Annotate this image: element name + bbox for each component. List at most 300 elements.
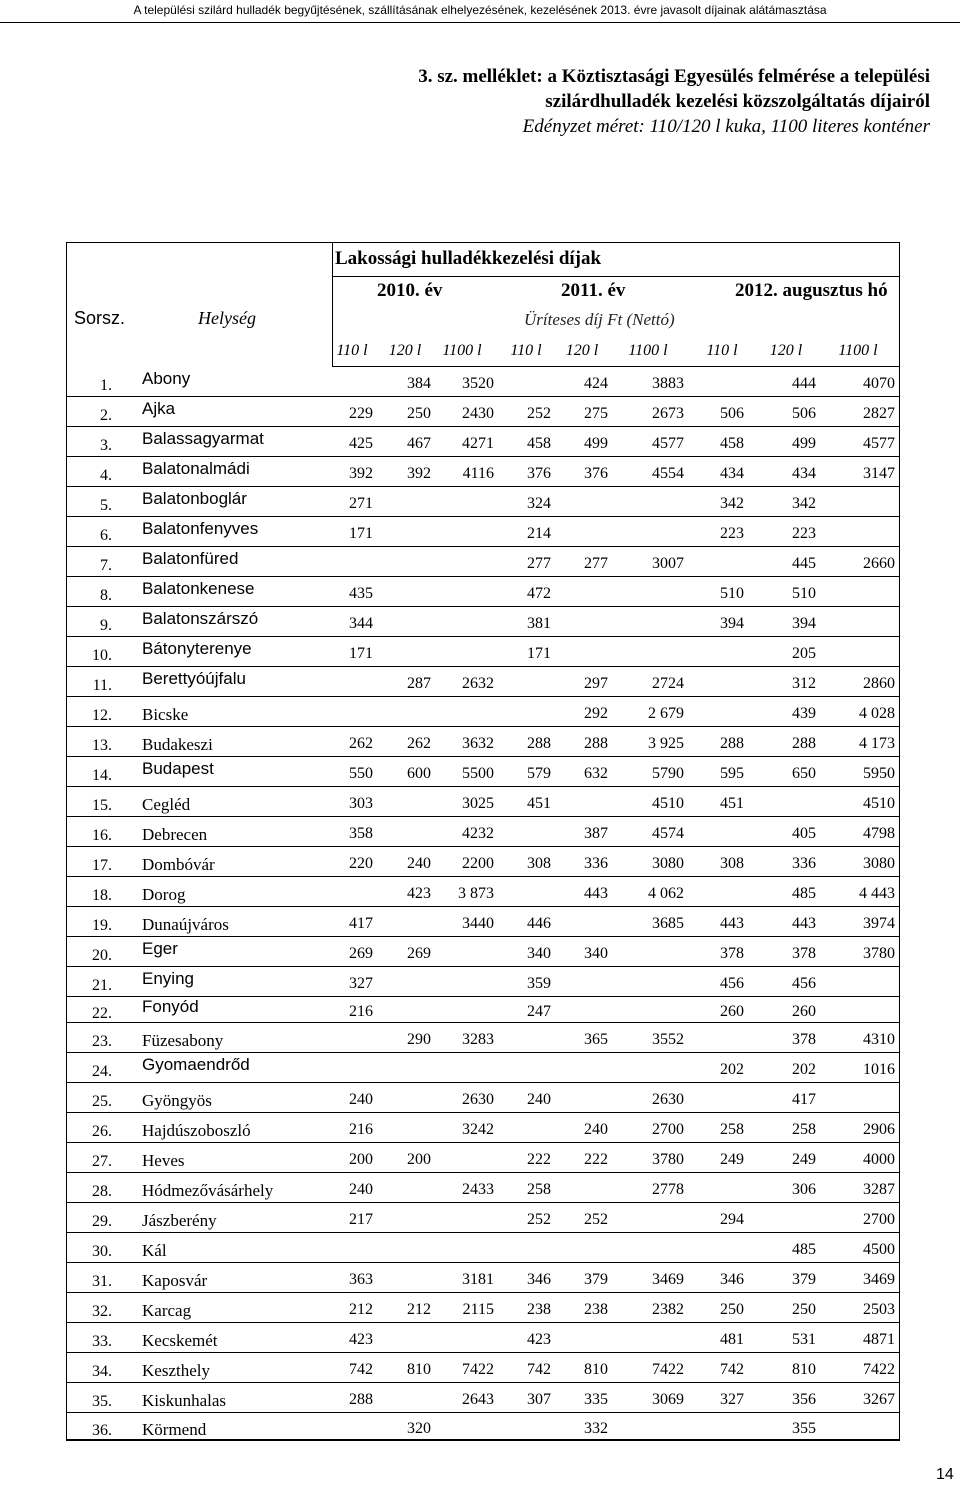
- fee-cell: 4271: [462, 435, 494, 452]
- fee-cell: 294: [720, 1211, 744, 1228]
- column-subheader: 120 l: [565, 342, 599, 359]
- fee-cell: 327: [720, 1391, 744, 1408]
- fee-cell: 2673: [652, 405, 684, 422]
- fee-cell: 288: [349, 1391, 373, 1408]
- fee-cell: 2630: [462, 1091, 494, 1108]
- place-name: Berettyóújfalu: [142, 669, 246, 688]
- fee-cell: 4577: [863, 435, 895, 452]
- fee-cell: 742: [527, 1361, 551, 1378]
- fee-cell: 288: [720, 735, 744, 752]
- place-name: Hajdúszoboszló: [142, 1121, 251, 1140]
- fee-cell: 4116: [462, 465, 494, 482]
- place-name: Balassagyarmat: [142, 429, 264, 448]
- place-name: Eger: [142, 939, 178, 958]
- place-name: Füzesabony: [142, 1031, 224, 1050]
- fee-cell: 200: [407, 1151, 431, 1168]
- fee-cell: 324: [527, 495, 551, 512]
- fee-cell: 320: [407, 1420, 431, 1437]
- fee-cell: 4 062: [648, 885, 684, 902]
- year-header: 2012. augusztus hó: [735, 280, 888, 301]
- row-number: 2.: [100, 407, 112, 424]
- row-rule: [66, 456, 900, 457]
- fee-cell: 214: [527, 525, 551, 542]
- fee-cell: 238: [527, 1301, 551, 1318]
- fee-cell: 290: [407, 1031, 431, 1048]
- row-rule: [66, 1052, 900, 1053]
- place-name: Dombóvár: [142, 855, 215, 874]
- fee-cell: 288: [584, 735, 608, 752]
- fee-cell: 212: [407, 1301, 431, 1318]
- fee-cell: 288: [527, 735, 551, 752]
- row-rule: [66, 1232, 900, 1233]
- row-number: 4.: [100, 467, 112, 484]
- fee-cell: 307: [527, 1391, 551, 1408]
- fee-cell: 2700: [652, 1121, 684, 1138]
- fee-cell: 579: [527, 765, 551, 782]
- fee-cell: 223: [720, 525, 744, 542]
- fee-cell: 303: [349, 795, 373, 812]
- fee-cell: 2503: [863, 1301, 895, 1318]
- helyseg-header: Helység: [198, 308, 256, 328]
- row-number: 36.: [92, 1422, 112, 1439]
- fee-cell: 363: [349, 1271, 373, 1288]
- row-rule: [66, 1292, 900, 1293]
- fee-cell: 499: [792, 435, 816, 452]
- fee-cell: 269: [349, 945, 373, 962]
- row-rule: [66, 756, 900, 757]
- row-rule: [66, 606, 900, 607]
- row-number: 15.: [92, 797, 112, 814]
- fee-cell: 444: [792, 375, 816, 392]
- fee-cell: 458: [527, 435, 551, 452]
- place-name: Kiskunhalas: [142, 1391, 227, 1410]
- fee-cell: 3632: [462, 735, 494, 752]
- fee-cell: 381: [527, 615, 551, 632]
- row-rule: [66, 906, 900, 907]
- place-name: Cegléd: [142, 795, 191, 814]
- fee-cell: 3147: [863, 465, 895, 482]
- row-rule: [66, 696, 900, 697]
- fee-cell: 423: [527, 1331, 551, 1348]
- fee-cell: 434: [720, 465, 744, 482]
- fee-cell: 359: [527, 975, 551, 992]
- fee-cell: 346: [720, 1271, 744, 1288]
- row-number: 12.: [92, 707, 112, 724]
- row-number: 9.: [100, 617, 112, 634]
- row-number: 26.: [92, 1123, 112, 1140]
- fee-cell: 392: [407, 465, 431, 482]
- row-rule: [66, 936, 900, 937]
- fee-cell: 2660: [863, 555, 895, 572]
- row-number: 18.: [92, 887, 112, 904]
- fee-cell: 220: [349, 855, 373, 872]
- column-subheader: 110 l: [706, 342, 738, 359]
- place-name: Bicske: [142, 705, 189, 724]
- fee-cell: 595: [720, 765, 744, 782]
- row-rule: [66, 786, 900, 787]
- fee-cell: 308: [720, 855, 744, 872]
- fee-cell: 171: [349, 525, 373, 542]
- fee-cell: 379: [584, 1271, 608, 1288]
- title-line-2: szilárdhulladék kezelési közszolgáltatás díjairól: [545, 91, 930, 112]
- fee-cell: 240: [407, 855, 431, 872]
- fee-cell: 4554: [652, 465, 684, 482]
- fee-cell: 405: [792, 825, 816, 842]
- row-rule: [66, 486, 900, 487]
- fee-cell: 3007: [652, 555, 684, 572]
- fee-cell: 423: [349, 1331, 373, 1348]
- fee-cell: 3242: [462, 1121, 494, 1138]
- sorsz-header: Sorsz.: [74, 308, 126, 328]
- place-name: Ajka: [142, 399, 176, 418]
- fee-cell: 445: [792, 555, 816, 572]
- fee-cell: 258: [720, 1121, 744, 1138]
- row-rule: [66, 1322, 900, 1323]
- fee-cell: 365: [584, 1031, 608, 1048]
- title-line-3: Edényzet méret: 110/120 l kuka, 1100 literes konténer: [522, 116, 930, 137]
- place-name: Körmend: [142, 1420, 207, 1439]
- column-subheader: 1100 l: [838, 342, 878, 359]
- fee-cell: 217: [349, 1211, 373, 1228]
- fee-cell: 3883: [652, 375, 684, 392]
- title-block: [230, 64, 930, 139]
- place-name: Budakeszi: [142, 735, 213, 754]
- fee-cell: 3780: [863, 945, 895, 962]
- fee-cell: 423: [407, 885, 431, 902]
- fee-cell: 358: [349, 825, 373, 842]
- fee-cell: 742: [720, 1361, 744, 1378]
- fee-cell: 506: [720, 405, 744, 422]
- fee-cell: 510: [792, 585, 816, 602]
- fee-cell: 340: [584, 945, 608, 962]
- fee-cell: 485: [792, 885, 816, 902]
- row-number: 35.: [92, 1393, 112, 1410]
- fee-cell: 481: [720, 1331, 744, 1348]
- fee-cell: 379: [792, 1271, 816, 1288]
- fee-cell: 4577: [652, 435, 684, 452]
- table-rule: [332, 366, 900, 367]
- fee-cell: 269: [407, 945, 431, 962]
- fee-cell: 288: [792, 735, 816, 752]
- fee-cell: 5500: [462, 765, 494, 782]
- place-name: Jászberény: [142, 1211, 217, 1230]
- fee-cell: 332: [584, 1420, 608, 1437]
- row-number: 24.: [92, 1063, 112, 1080]
- fee-cell: 472: [527, 585, 551, 602]
- fee-cell: 499: [584, 435, 608, 452]
- row-rule: [66, 816, 900, 817]
- fee-cell: 384: [407, 375, 431, 392]
- year-header: 2010. év: [377, 280, 443, 301]
- fee-cell: 742: [349, 1361, 373, 1378]
- row-number: 30.: [92, 1243, 112, 1260]
- fee-cell: 202: [720, 1061, 744, 1078]
- fee-cell: 632: [584, 765, 608, 782]
- fee-cell: 5790: [652, 765, 684, 782]
- fee-cell: 456: [792, 975, 816, 992]
- place-name: Debrecen: [142, 825, 208, 844]
- fee-cell: 417: [349, 915, 373, 932]
- row-number: 33.: [92, 1333, 112, 1350]
- fee-cell: 4510: [652, 795, 684, 812]
- row-number: 1.: [100, 377, 112, 394]
- row-rule: [66, 426, 900, 427]
- fee-cell: 275: [584, 405, 608, 422]
- fee-cell: 342: [792, 495, 816, 512]
- column-subheader: 110 l: [336, 342, 368, 359]
- fee-cell: 202: [792, 1061, 816, 1078]
- row-rule: [66, 846, 900, 847]
- fee-cell: 258: [792, 1121, 816, 1138]
- fee-cell: 3469: [652, 1271, 684, 1288]
- fee-cell: 346: [527, 1271, 551, 1288]
- place-name: Balatonboglár: [142, 489, 247, 508]
- fee-cell: 249: [792, 1151, 816, 1168]
- fee-cell: 4232: [462, 825, 494, 842]
- fee-cell: 2724: [652, 675, 684, 692]
- fee-cell: 297: [584, 675, 608, 692]
- fee-cell: 262: [407, 735, 431, 752]
- column-subheader: 1100 l: [628, 342, 668, 359]
- row-rule: [66, 966, 900, 967]
- fee-cell: 2632: [462, 675, 494, 692]
- fee-cell: 3974: [863, 915, 895, 932]
- fee-cell: 424: [584, 375, 608, 392]
- fee-cell: 394: [720, 615, 744, 632]
- row-number: 32.: [92, 1303, 112, 1320]
- row-rule: [66, 1382, 900, 1383]
- row-number: 16.: [92, 827, 112, 844]
- fee-cell: 4 443: [859, 885, 895, 902]
- fee-cell: 417: [792, 1091, 816, 1108]
- place-name: Hódmezővásárhely: [142, 1181, 274, 1200]
- fee-cell: 4070: [863, 375, 895, 392]
- fee-cell: 247: [527, 1003, 551, 1020]
- row-number: 29.: [92, 1213, 112, 1230]
- fee-cell: 810: [792, 1361, 816, 1378]
- fee-cell: 249: [720, 1151, 744, 1168]
- fee-cell: 3069: [652, 1391, 684, 1408]
- running-header: A települési szilárd hulladék begyűjtésének, szállításának elhelyezésének, kezelésének 2013. évre javasolt díjainak alátámasztása: [0, 0, 960, 23]
- fee-cell: 260: [792, 1003, 816, 1020]
- fee-cell: 3283: [462, 1031, 494, 1048]
- fee-cell: 439: [792, 705, 816, 722]
- place-name: Dorog: [142, 885, 186, 904]
- fee-cell: 250: [720, 1301, 744, 1318]
- row-number: 17.: [92, 857, 112, 874]
- fee-cell: 222: [584, 1151, 608, 1168]
- year-header: 2011. év: [561, 280, 626, 301]
- fee-cell: 2382: [652, 1301, 684, 1318]
- row-number: 5.: [100, 497, 112, 514]
- column-subheader: 120 l: [388, 342, 422, 359]
- fee-cell: 250: [407, 405, 431, 422]
- fee-cell: 378: [792, 1031, 816, 1048]
- row-rule: [66, 1082, 900, 1083]
- fee-cell: 344: [349, 615, 373, 632]
- fee-type-header: Üríteses díj Ft (Nettó): [524, 310, 675, 329]
- row-rule: [66, 1142, 900, 1143]
- fee-cell: 7422: [462, 1361, 494, 1378]
- fee-cell: 378: [720, 945, 744, 962]
- fee-cell: 222: [527, 1151, 551, 1168]
- row-number: 27.: [92, 1153, 112, 1170]
- fee-cell: 2700: [863, 1211, 895, 1228]
- fee-cell: 3 873: [458, 885, 494, 902]
- fee-cell: 336: [584, 855, 608, 872]
- fee-cell: 4574: [652, 825, 684, 842]
- row-rule: [66, 396, 900, 397]
- row-number: 21.: [92, 977, 112, 994]
- fee-cell: 2778: [652, 1181, 684, 1198]
- fee-cell: 336: [792, 855, 816, 872]
- place-name: Enying: [142, 969, 194, 988]
- fee-cell: 1016: [863, 1061, 895, 1078]
- fee-cell: 5950: [863, 765, 895, 782]
- fee-cell: 600: [407, 765, 431, 782]
- row-rule: [66, 726, 900, 727]
- place-name: Budapest: [142, 759, 214, 778]
- row-number: 31.: [92, 1273, 112, 1290]
- fee-cell: 252: [527, 405, 551, 422]
- fee-cell: 342: [720, 495, 744, 512]
- fee-cell: 2860: [863, 675, 895, 692]
- row-number: 28.: [92, 1183, 112, 1200]
- fee-cell: 212: [349, 1301, 373, 1318]
- fee-cell: 3440: [462, 915, 494, 932]
- row-number: 25.: [92, 1093, 112, 1110]
- row-number: 22.: [92, 1005, 112, 1022]
- fee-cell: 3080: [652, 855, 684, 872]
- fee-cell: 2906: [863, 1121, 895, 1138]
- row-number: 19.: [92, 917, 112, 934]
- row-number: 6.: [100, 527, 112, 544]
- fee-cell: 216: [349, 1121, 373, 1138]
- place-name: Abony: [142, 369, 191, 388]
- fee-cell: 252: [527, 1211, 551, 1228]
- main-header: Lakossági hulladékkezelési díjak: [335, 248, 602, 269]
- fee-cell: 240: [349, 1181, 373, 1198]
- column-subheader: 1100 l: [442, 342, 482, 359]
- place-name: Balatonkenese: [142, 579, 255, 598]
- fee-cell: 271: [349, 495, 373, 512]
- row-number: 11.: [92, 677, 112, 694]
- fee-cell: 3267: [863, 1391, 895, 1408]
- row-rule: [66, 1440, 900, 1441]
- fee-cell: 810: [584, 1361, 608, 1378]
- fee-cell: 443: [720, 915, 744, 932]
- place-name: Heves: [142, 1151, 185, 1170]
- fee-cell: 327: [349, 975, 373, 992]
- place-name: Kál: [142, 1241, 167, 1260]
- fee-cell: 4510: [863, 795, 895, 812]
- row-number: 10.: [92, 647, 112, 664]
- row-rule: [66, 636, 900, 637]
- place-name: Kaposvár: [142, 1271, 208, 1290]
- title-line-1: 3. sz. melléklet: a Köztisztasági Egyesülés felmérése a települési: [418, 66, 930, 87]
- row-number: 8.: [100, 587, 112, 604]
- fee-cell: 229: [349, 405, 373, 422]
- fee-cell: 451: [720, 795, 744, 812]
- fee-cell: 4798: [863, 825, 895, 842]
- row-rule: [66, 546, 900, 547]
- fee-cell: 451: [527, 795, 551, 812]
- fee-cell: 277: [584, 555, 608, 572]
- place-name: Dunaújváros: [142, 915, 229, 934]
- column-subheader: 120 l: [769, 342, 803, 359]
- row-rule: [66, 1352, 900, 1353]
- fee-cell: 2115: [462, 1301, 494, 1318]
- place-name: Balatonszárszó: [142, 609, 259, 628]
- fee-cell: 531: [792, 1331, 816, 1348]
- fee-cell: 378: [792, 945, 816, 962]
- fee-cell: 3 925: [648, 735, 684, 752]
- fee-cell: 3552: [652, 1031, 684, 1048]
- place-name: Gyomaendrőd: [142, 1055, 250, 1074]
- fee-cell: 394: [792, 615, 816, 632]
- fee-cell: 3025: [462, 795, 494, 812]
- fee-cell: 2827: [863, 405, 895, 422]
- fee-cell: 306: [792, 1181, 816, 1198]
- fee-cell: 392: [349, 465, 373, 482]
- row-rule: [66, 1022, 900, 1023]
- fee-cell: 200: [349, 1151, 373, 1168]
- row-rule: [66, 666, 900, 667]
- fee-cell: 3080: [863, 855, 895, 872]
- fee-cell: 292: [584, 705, 608, 722]
- place-name: Balatonfüred: [142, 549, 239, 568]
- fee-cell: 485: [792, 1241, 816, 1258]
- column-subheader: 110 l: [510, 342, 542, 359]
- fee-cell: 550: [349, 765, 373, 782]
- fee-cell: 4310: [863, 1031, 895, 1048]
- fee-cell: 3469: [863, 1271, 895, 1288]
- row-rule: [66, 1172, 900, 1173]
- row-rule: [66, 1262, 900, 1263]
- fee-cell: 3181: [462, 1271, 494, 1288]
- fee-cell: 340: [527, 945, 551, 962]
- fee-cell: 4871: [863, 1331, 895, 1348]
- fee-cell: 4 173: [859, 735, 895, 752]
- fee-cell: 443: [584, 885, 608, 902]
- fee-cell: 467: [407, 435, 431, 452]
- fee-cell: 376: [584, 465, 608, 482]
- fee-cell: 443: [792, 915, 816, 932]
- fee-cell: 240: [527, 1091, 551, 1108]
- fee-cell: 3520: [462, 375, 494, 392]
- table-rule: [332, 276, 900, 277]
- fee-cell: 238: [584, 1301, 608, 1318]
- fee-cell: 312: [792, 675, 816, 692]
- fee-cell: 335: [584, 1391, 608, 1408]
- fee-cell: 2630: [652, 1091, 684, 1108]
- fee-cell: 240: [584, 1121, 608, 1138]
- row-number: 7.: [100, 557, 112, 574]
- fee-cell: 2433: [462, 1181, 494, 1198]
- row-rule: [66, 516, 900, 517]
- place-name: Keszthely: [142, 1361, 210, 1380]
- fee-cell: 308: [527, 855, 551, 872]
- fee-cell: 250: [792, 1301, 816, 1318]
- row-number: 13.: [92, 737, 112, 754]
- fee-cell: 4 028: [859, 705, 895, 722]
- row-number: 3.: [100, 437, 112, 454]
- fee-cell: 7422: [652, 1361, 684, 1378]
- fee-cell: 810: [407, 1361, 431, 1378]
- fee-cell: 2643: [462, 1391, 494, 1408]
- fee-cell: 240: [349, 1091, 373, 1108]
- place-name: Fonyód: [142, 997, 199, 1016]
